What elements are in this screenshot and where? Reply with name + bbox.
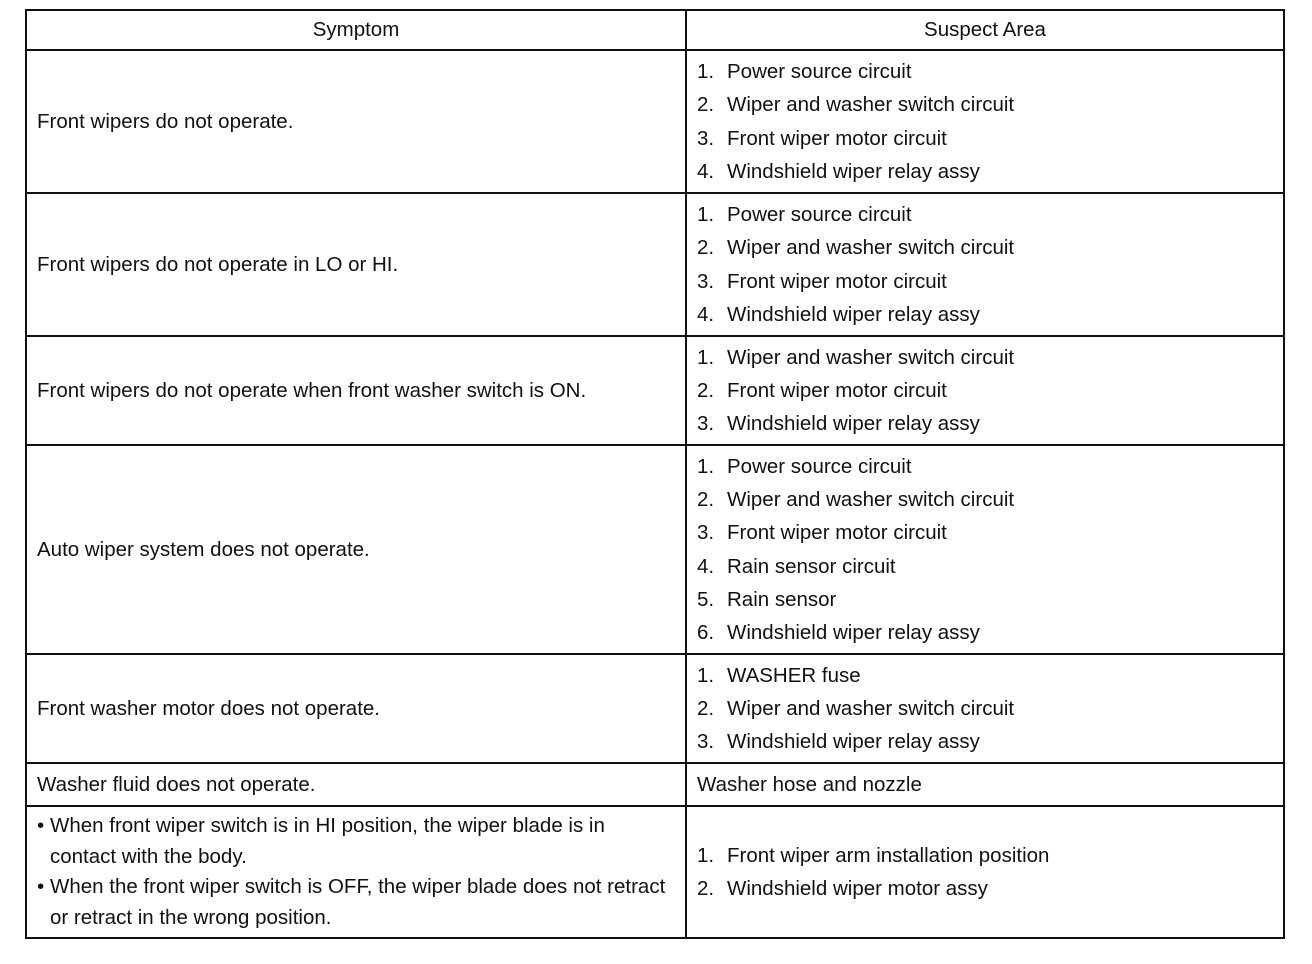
item-number: 3. — [697, 521, 715, 545]
suspect-area-cell — [686, 445, 1284, 654]
table-row — [26, 806, 1284, 938]
item-text: Front wiper motor circuit — [727, 378, 947, 402]
list-item — [697, 872, 1273, 905]
table-row — [26, 763, 1284, 806]
item-number: 1. — [697, 663, 715, 687]
suspect-area-list — [697, 341, 1273, 441]
item-number: 2. — [697, 877, 715, 900]
list-item — [697, 659, 1273, 692]
item-text: Front wiper arm installation position — [727, 843, 1050, 867]
list-item — [697, 483, 1273, 516]
symptom-cell: Front wipers do not operate in LO or HI. — [26, 193, 686, 336]
item-text: Wiper and washer switch circuit — [727, 487, 1015, 511]
item-text: Power source circuit — [727, 59, 912, 83]
list-item — [697, 155, 1273, 188]
list-item — [697, 583, 1273, 616]
bullet-text: When front wiper switch is in HI position, the wiper blade is in contact with the body. — [50, 814, 605, 868]
symptom-cell: Front wipers do not operate when front washer switch is ON. — [26, 336, 686, 445]
bullet-marker: • — [37, 875, 45, 898]
bullet-marker: • — [37, 814, 45, 837]
suspect-area-cell — [686, 654, 1284, 763]
table-row — [26, 193, 1284, 336]
symptom-header: Symptom — [26, 10, 686, 50]
bullet-item — [37, 811, 675, 872]
bullet-text: When the front wiper switch is OFF, the wiper blade does not retract or retract in the wrong position. — [50, 875, 666, 929]
item-text: Wiper and washer switch circuit — [727, 93, 1015, 117]
item-number: 3. — [697, 412, 715, 436]
item-number: 2. — [697, 696, 715, 720]
symptom-cell — [26, 806, 686, 938]
suspect-area-list — [697, 450, 1273, 650]
header-row — [26, 10, 1284, 50]
troubleshooting-table — [25, 9, 1285, 939]
table-row — [26, 654, 1284, 763]
list-item — [697, 198, 1273, 231]
symptom-cell: Auto wiper system does not operate. — [26, 445, 686, 654]
item-text: Windshield wiper motor assy — [727, 877, 988, 900]
item-number: 6. — [697, 621, 715, 645]
item-text: Power source circuit — [727, 454, 912, 478]
list-item — [697, 231, 1273, 264]
symptom-bullet-list — [37, 811, 675, 933]
item-text: Rain sensor — [727, 587, 837, 611]
item-number: 1. — [697, 59, 715, 83]
list-item — [697, 55, 1273, 88]
item-number: 1. — [697, 454, 715, 478]
item-text: Front wiper motor circuit — [727, 521, 947, 545]
item-number: 4. — [697, 302, 715, 326]
list-item — [697, 616, 1273, 649]
item-text: Power source circuit — [727, 202, 912, 226]
symptom-cell: Washer fluid does not operate. — [26, 763, 686, 806]
item-number: 1. — [697, 345, 715, 369]
item-number: 2. — [697, 93, 715, 117]
suspect-area-list — [697, 659, 1273, 759]
list-item — [697, 516, 1273, 549]
list-item — [697, 450, 1273, 483]
item-text: Wiper and washer switch circuit — [727, 345, 1015, 369]
item-number: 2. — [697, 378, 715, 402]
item-number: 3. — [697, 269, 715, 293]
list-item — [697, 692, 1273, 725]
item-number: 4. — [697, 159, 715, 183]
suspect-area-cell — [686, 50, 1284, 193]
item-text: Front wiper motor circuit — [727, 269, 947, 293]
troubleshooting-table-container — [25, 9, 1283, 939]
list-item — [697, 550, 1273, 583]
list-item — [697, 839, 1273, 872]
list-item — [697, 88, 1273, 121]
item-number: 1. — [697, 843, 715, 867]
suspect-area-cell — [686, 336, 1284, 445]
suspect-area-cell — [686, 806, 1284, 938]
item-number: 4. — [697, 554, 715, 578]
item-number: 2. — [697, 487, 715, 511]
suspect-area-list — [697, 839, 1273, 906]
list-item — [697, 374, 1273, 407]
item-text: WASHER fuse — [727, 663, 861, 687]
list-item — [697, 407, 1273, 440]
table-row — [26, 50, 1284, 193]
item-number: 2. — [697, 236, 715, 260]
item-number: 5. — [697, 587, 715, 611]
list-item — [697, 298, 1273, 331]
table-row — [26, 445, 1284, 654]
item-text: Front wiper motor circuit — [727, 126, 947, 150]
symptom-cell: Front washer motor does not operate. — [26, 654, 686, 763]
symptom-cell: Front wipers do not operate. — [26, 50, 686, 193]
bullet-item — [37, 872, 675, 933]
list-item — [697, 265, 1273, 298]
item-text: Wiper and washer switch circuit — [727, 696, 1015, 720]
suspect-area-header: Suspect Area — [686, 10, 1284, 50]
item-text: Wiper and washer switch circuit — [727, 236, 1015, 260]
suspect-area-cell — [686, 193, 1284, 336]
item-number: 3. — [697, 730, 715, 754]
table-row — [26, 336, 1284, 445]
suspect-area-list — [697, 198, 1273, 331]
list-item — [697, 725, 1273, 758]
item-text: Windshield wiper relay assy — [727, 159, 980, 183]
item-text: Windshield wiper relay assy — [727, 621, 980, 645]
item-number: 1. — [697, 202, 715, 226]
list-item — [697, 341, 1273, 374]
item-text: Windshield wiper relay assy — [727, 412, 980, 436]
item-text: Rain sensor circuit — [727, 554, 896, 578]
suspect-area-list — [697, 55, 1273, 188]
item-text: Windshield wiper relay assy — [727, 302, 980, 326]
item-number: 3. — [697, 126, 715, 150]
item-text: Windshield wiper relay assy — [727, 730, 980, 754]
list-item — [697, 122, 1273, 155]
suspect-area-cell: Washer hose and nozzle — [686, 763, 1284, 806]
